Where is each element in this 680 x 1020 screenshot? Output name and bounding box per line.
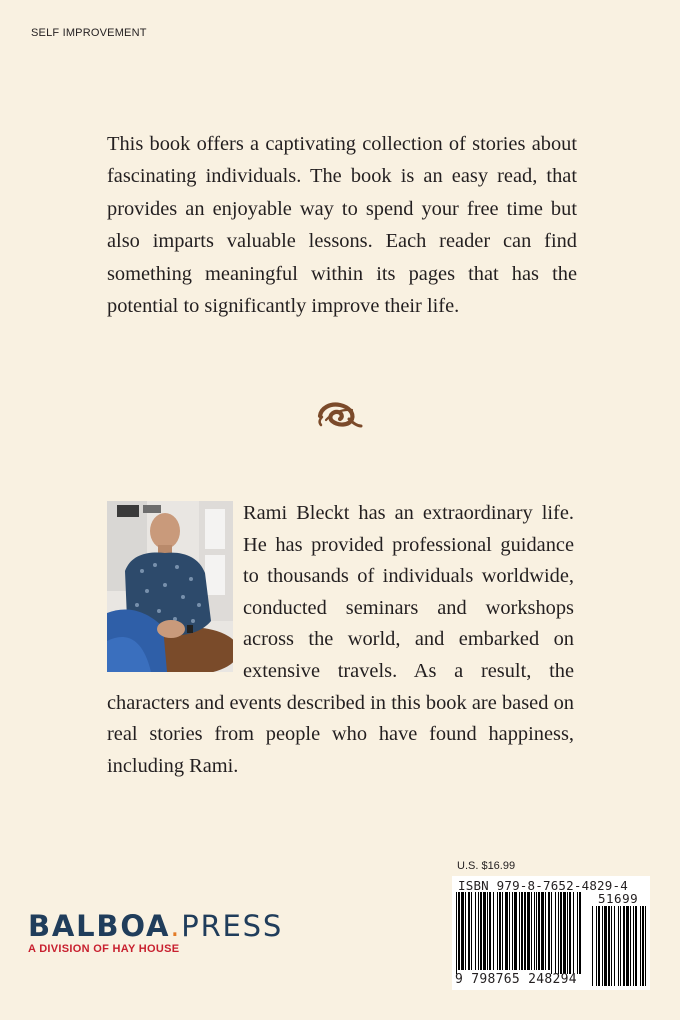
leaf-swirl-ornament-icon	[316, 399, 364, 431]
publisher-name-light: PRESS	[181, 909, 284, 943]
publisher-name-dot: .	[170, 909, 182, 943]
publisher-wordmark	[28, 908, 288, 944]
author-bio	[107, 498, 574, 782]
price-label: U.S. $16.99	[457, 860, 516, 872]
photo-spacer	[107, 498, 243, 686]
author-bio-text: Rami Bleckt has an extraordinary life. He has provided professional guidance to thousands of individuals worldwide, conducted seminars and workshops across the world, and embarked on extensive travels. As a result, the characters and events described in this book are based on real stories from people who have found happiness, including Rami.	[107, 502, 574, 777]
barcode-ean-number: 9 798765 248294	[455, 972, 577, 987]
isbn-text: ISBN 979-8-7652-4829-4	[458, 878, 628, 893]
barcode-addon-number: 51699	[598, 891, 639, 906]
book-blurb: This book offers a captivating collection of stories about fascinating individuals. The book is an easy read, that provides an enjoyable way to spend your free time but also imparts valuable lessons. Each reader can find something meaningful within its pages that has the potential to significantly improve their life.	[107, 133, 577, 318]
publisher-tagline: A DIVISION OF HAY HOUSE	[28, 943, 180, 955]
publisher-name-bold: BALBOA	[28, 909, 171, 943]
category-label: SELF IMPROVEMENT	[31, 27, 147, 39]
publisher-logo	[28, 908, 288, 958]
